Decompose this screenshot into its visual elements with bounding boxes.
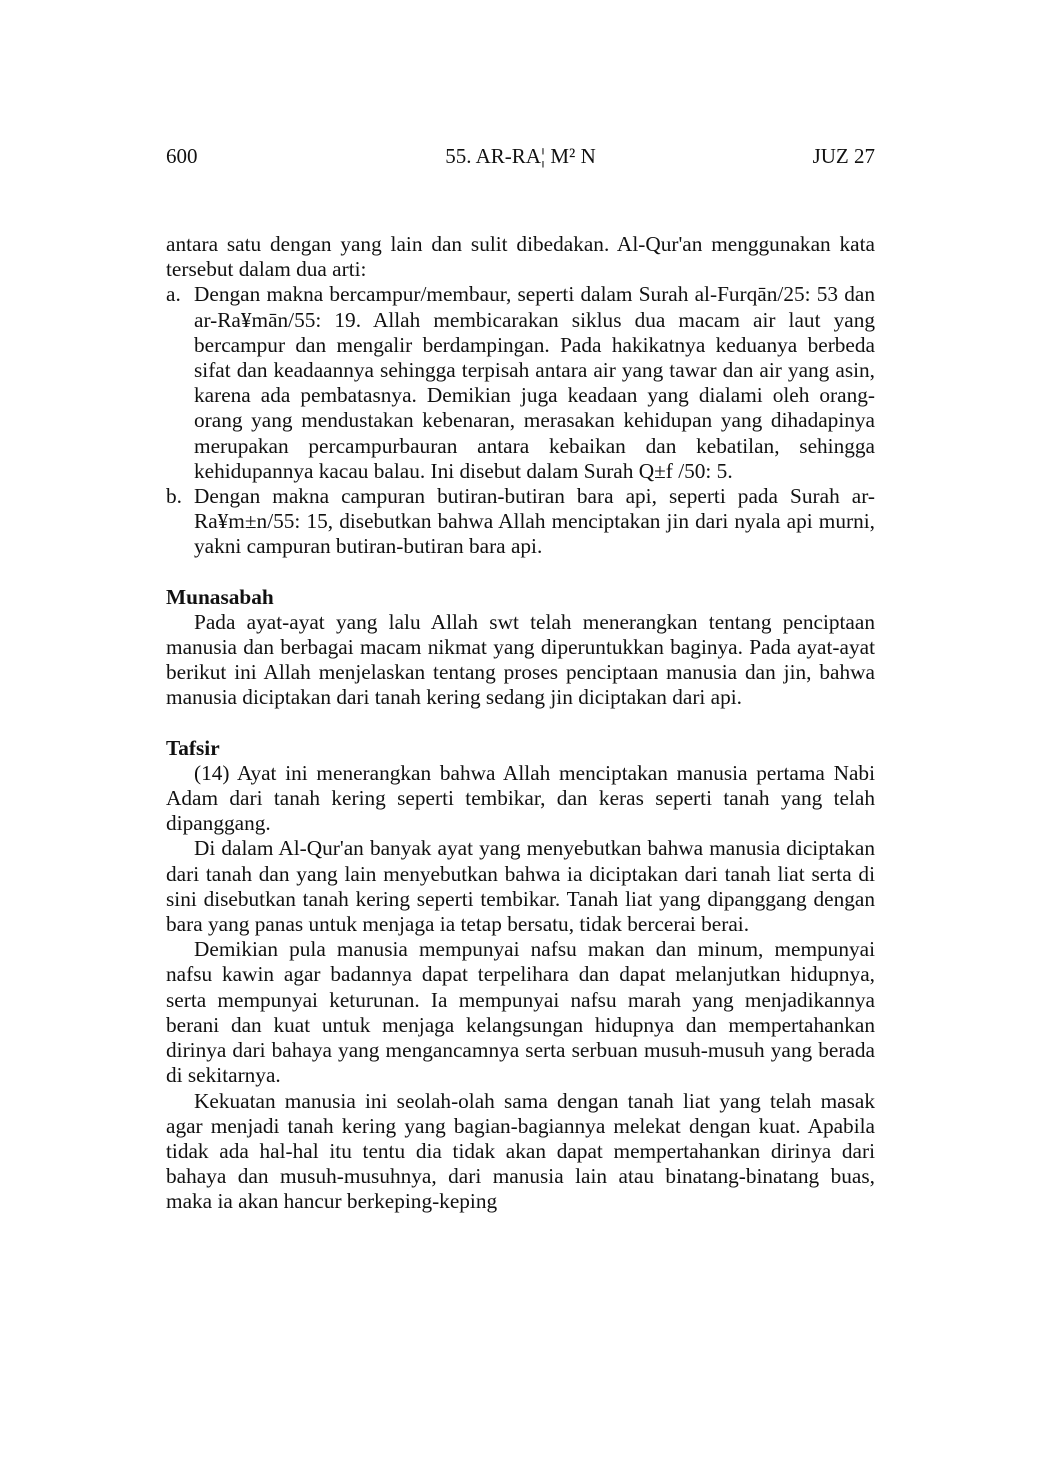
list-item-text: Dengan makna campuran butiran-butiran bara api, seperti pada Surah ar-Ra¥m±n/55: 15, disebutkan bahwa Allah menciptakan jin dari nyala api murni, yakni campuran butiran-butiran bara api. bbox=[194, 484, 875, 559]
tafsir-heading: Tafsir bbox=[166, 735, 220, 760]
munasabah-paragraph: Pada ayat-ayat yang lalu Allah swt telah menerangkan tentang penciptaan manusia dan berbagai macam nikmat yang diperuntukkan baginya. Pada ayat-ayat berikut ini Allah menjelaskan tentang proses penciptaan manusia dan jin, bahwa manusia diciptakan dari tanah kering sedang jin diciptakan dari api. bbox=[166, 609, 875, 710]
list-item bbox=[166, 484, 875, 560]
munasabah-heading: Munasabah bbox=[166, 584, 274, 609]
tafsir-paragraph: Di dalam Al-Qur'an banyak ayat yang menyebutkan bahwa manusia diciptakan dari tanah dan yang lain menyebutkan bahwa ia diciptakan dari tanah liat serta di sini disebutkan tanah kering seperti tembikar. Tanah liat yang dipanggang dengan bara yang panas untuk menjaga ia tetap bersatu, tidak bercerai berai. bbox=[166, 836, 875, 937]
tafsir-paragraph: (14) Ayat ini menerangkan bahwa Allah menciptakan manusia pertama Nabi Adam dari tanah kering seperti tembikar, dan keras seperti tanah yang telah dipanggang. bbox=[166, 760, 875, 836]
running-title: 55. AR-RA¦ M² N bbox=[445, 144, 596, 168]
meaning-list bbox=[166, 282, 875, 559]
list-item-text: Dengan makna bercampur/membaur, seperti dalam Surah al-Furqān/25: 53 dan ar-Ra¥mān/55: 19. Allah membicarakan siklus dua macam air laut yang bercampur dan mengalir berdampingan. Pada hakikatnya keduanya berbeda sifat dan keadaannya sehingga terpisah antara air yang tawar dan air yang asin, karena ada pembatasnya. Demikian juga keadaan yang dialami oleh orang-orang yang mendustakan kebenaran, merasakan kehidupan yang dihadapinya merupakan percampurbauran antara kebaikan dan kebatilan, sehingga kehidupannya kacau balau. Ini disebut dalam Surah Q±f /50: 5. bbox=[194, 282, 875, 483]
page-number: 600 bbox=[166, 144, 198, 168]
page-header bbox=[166, 144, 875, 174]
tafsir-paragraph: Demikian pula manusia mempunyai nafsu makan dan minum, mempunyai nafsu kawin agar badannya dapat terpelihara dan dapat melanjutkan hidupnya, serta mempunyai keturunan. Ia mempunyai nafsu marah yang menjadikannya berani dan kuat untuk menjaga kelangsungan hidupnya dan mempertahankan dirinya dari bahaya yang mengancamnya serta serbuan musuh-musuh yang berada di sekitarnya. bbox=[166, 937, 875, 1088]
page-body bbox=[166, 232, 875, 1215]
juz-label: JUZ 27 bbox=[812, 144, 875, 168]
tafsir-paragraph: Kekuatan manusia ini seolah-olah sama dengan tanah liat yang telah masak agar menjadi tanah kering yang bagian-bagiannya melekat dengan kuat. Apabila tidak ada hal-hal itu tentu dia tidak akan dapat mempertahankan dirinya dari bahaya dan musuh-musuhnya, dari manusia lain atau binatang-binatang buas, maka ia akan hancur berkeping-keping bbox=[166, 1088, 875, 1214]
list-item bbox=[166, 282, 875, 484]
intro-paragraph: antara satu dengan yang lain dan sulit dibedakan. Al-Qur'an menggunakan kata tersebut dalam dua arti: bbox=[166, 232, 875, 282]
list-marker: a. bbox=[166, 282, 181, 307]
list-marker: b. bbox=[166, 484, 182, 509]
